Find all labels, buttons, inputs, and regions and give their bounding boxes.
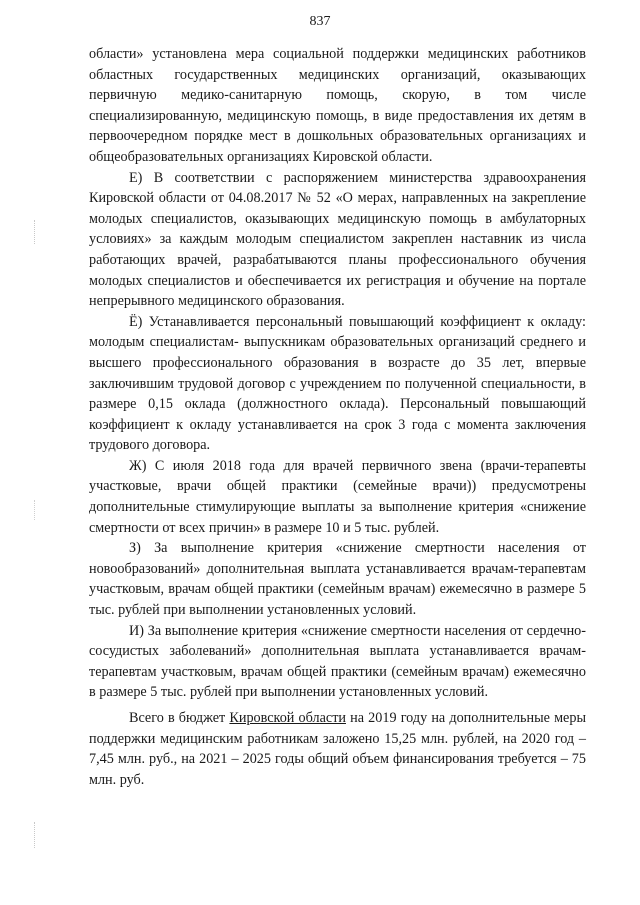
budget-text-after: на 2019 году на дополнительные меры поддержки медицинским работникам заложено 15,25 млн. рублей, на 2020 год – 7,45 млн. руб., на 2021 – 2025 годы общий объем финансирования требуется – 75 млн. руб. — [89, 710, 586, 788]
paragraph-continuation: области» установлена мера социальной поддержки медицинских работников областных государственных медицинских организаций, оказывающих первичную медико-санитарную помощь, скорую, в том числе специализированную, медицинскую помощь, в виде предоставления их детям в первоочередном порядке мест в дошкольных образовательных организациях и общеобразовательных организациях Кировской области. — [89, 46, 586, 165]
page-number: 837 — [309, 14, 331, 29]
paragraph-item-e: Е) В соответствии с распоряжением министерства здравоохранения Кировской области от 04.08.2017 № 52 «О мерах, направленных на закрепление молодых специалистов, оказывающих медицинскую помощь в амбулаторных условиях» за каждым молодым специалистом закреплен наставник из числа работающих врачей, разрабатываются планы профессионального обучения молодых специалистов и обеспечивается их регистрация и обучение на портале непрерывного медицинского образования. — [89, 169, 586, 310]
paragraph-item-zh: Ж) С июля 2018 года для врачей первичного звена (врачи-терапевты участковые, врачи общей практики (семейные врачи)) предусмотрены дополнительные стимулирующие выплаты за выполнение критерия «снижение смертности от всех причин» в размере 10 и 5 тыс. рублей. — [89, 457, 586, 536]
binding-margin-marks — [34, 500, 37, 520]
budget-underlined-region: Кировской области — [229, 710, 346, 726]
paragraph-item-i: И) За выполнение критерия «снижение смертности населения от сердечно-сосудистых заболеваний» дополнительная выплата устанавливается врачам-терапевтам участковым, врачам общей практики (семейным врачам) ежемесячно в размере 5 тыс. рублей при выполнении установленных условий. — [89, 622, 586, 701]
paragraph-item-z: З) За выполнение критерия «снижение смертности населения от новообразований» дополнительная выплата устанавливается врачам-терапевтам участковым, врачам общей практики (семейным врачам) ежемесячно в размере 5 тыс. рублей при выполнении установленных условий. — [89, 540, 586, 619]
document-body — [89, 44, 586, 790]
binding-margin-marks — [34, 822, 37, 848]
budget-text-before: Всего в бюджет — [129, 710, 230, 726]
paragraph-item-yo: Ё) Устанавливается персональный повышающий коэффициент к окладу: молодым специалистам- выпускникам образовательных организаций среднего и высшего профессионального образования в возрасте до 35 лет, впервые заключившим трудовой договор с учреждением по полученной специальности, в размере 0,15 оклада (должностного оклада). Персональный повышающий коэффициент к окладу устанавливается на срок 3 года с момента заключения трудового договора. — [89, 313, 586, 454]
paragraph-budget-summary — [89, 708, 586, 790]
binding-margin-marks — [34, 220, 37, 244]
